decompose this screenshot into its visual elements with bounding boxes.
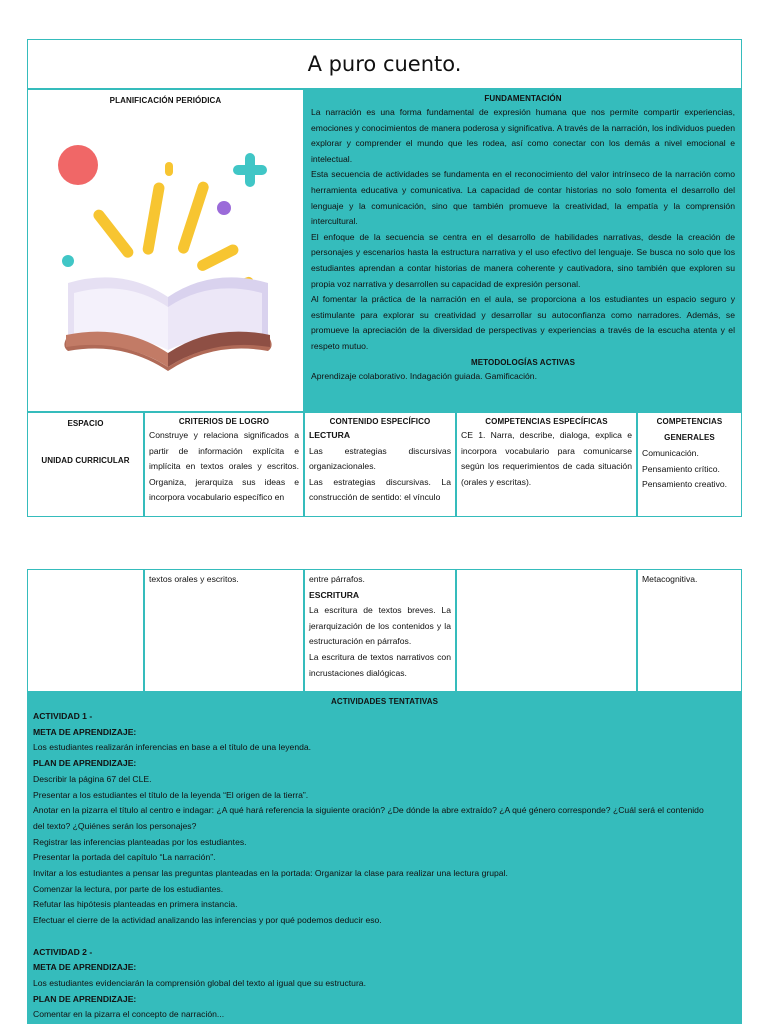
document-title [27, 39, 742, 89]
criterios-header: CRITERIOS DE LOGRO [178, 417, 270, 426]
plan-label: PLAN DE APRENDIZAJE: [33, 758, 137, 769]
plan-step: Presentar a los estudiantes el título de la leyenda “El origen de la tierra”. [33, 789, 309, 800]
lectura-text-1: Las estrategias discursivas organizacionales. [309, 445, 451, 472]
competencias-generales-cell [637, 412, 742, 517]
plan-step: del texto? ¿Quiénes serán los personajes? [33, 820, 197, 831]
open-book-icon [38, 135, 298, 375]
actividades-section [27, 692, 742, 1024]
competencia-item: Metacognitiva. [642, 574, 698, 584]
lectura-text-2: Las estrategias discursivas. La construcción de sentido: el vínculo [309, 476, 451, 503]
actividad-2-title: ACTIVIDAD 2 - [33, 946, 93, 957]
fundamentacion-paragraph: Esta secuencia de actividades se fundamenta en el reconocimiento del valor intrínseco de la narración como herramienta educativa y comunicativa. La capacidad de contar historias no solo fomenta el desarrollo del lenguaje y la comunicación, sino que también promueve la creatividad, la empatía y la comprensión intercultural. [311, 169, 735, 227]
criterios-cell [144, 412, 304, 517]
actividad-1-meta: Los estudiantes realizarán inferencias en base a el título de una leyenda. [33, 742, 312, 753]
espacio-cell [27, 412, 144, 517]
espacio-cont-cell [27, 569, 144, 692]
espacio-header: ESPACIO [67, 419, 104, 428]
plan-step: Comenzar la lectura, por parte de los estudiantes. [33, 883, 224, 894]
metodologias-text: Aprendizaje colaborativo. Indagación guiada. Gamificación. [311, 370, 537, 381]
escritura-text-2: La escritura de textos narrativos con incrustaciones dialógicas. [309, 651, 451, 678]
competencias-especificas-text: CE 1. Narra, describe, dialoga, explica e incorpora vocabulario para comunicarse según los requerimientos de cada situación (orales y escritas). [461, 430, 632, 487]
fundamentacion-header: FUNDAMENTACIÓN [484, 94, 562, 103]
competencia-item: Comunicación. [642, 448, 699, 458]
plan-label: PLAN DE APRENDIZAJE: [33, 993, 137, 1004]
actividad-2-meta: Los estudiantes evidenciarán la comprensión global del texto al igual que su estructura. [33, 977, 366, 988]
escritura-header: ESCRITURA [309, 589, 360, 600]
plan-step: Describir la página 67 del CLE. [33, 773, 152, 784]
fundamentacion-paragraph: La narración es una forma fundamental de expresión humana que nos permite compartir experiencias, emociones y conocimientos de manera poderosa y significativa. A través de la narración, los individuos pueden explorar y comprender el mundo que les rodea, así como conectar con los demás a nivel emocional e intelectual. [311, 107, 735, 164]
meta-label: META DE APRENDIZAJE: [33, 962, 137, 973]
plan-step: Anotar en la pizarra el título al centro e indagar: ¿A qué hará referencia la siguiente oración? ¿De dónde la abre extraído? ¿A qué género corresponde? ¿Cuál será el contenido [33, 805, 704, 816]
contenido-cell [304, 412, 456, 517]
escritura-text-1: La escritura de textos breves. La jerarquización de los contenidos y la estructuración en párrafos. [309, 605, 451, 647]
contenido-cont-cell [304, 569, 456, 692]
document-title-text: A puro cuento. [307, 52, 462, 76]
fundamentacion-body [311, 105, 735, 355]
contenido-header: CONTENIDO ESPECÍFICO [329, 417, 431, 426]
fundamentacion-paragraph: El enfoque de la secuencia se centra en el desarrollo de habilidades narrativas, desde la creación de personajes y escenarios hasta la estructura narrativa y el uso efectivo del lenguaje. Se busca no solo que los estudiantes aprendan a contar historias de manera coherente y cautivadora, sino también que exploren su propia voz narrativa y desarrollen su capacidad de expresión personal. [311, 231, 735, 289]
competencias-especificas-header: COMPETENCIAS ESPECÍFICAS [485, 417, 608, 426]
plan-step: Presentar la portada del capítulo “La narración”. [33, 852, 216, 863]
spacer [33, 929, 736, 945]
plan-step: Registrar las inferencias planteadas por los estudiantes. [33, 836, 247, 847]
competencias-generales-header: COMPETENCIAS [656, 417, 723, 426]
competencia-item: Pensamiento crítico. [642, 463, 720, 474]
plan-step: Efectuar el cierre de la actividad analizando las inferencias y por qué podemos deducir eso. [33, 915, 382, 926]
competencias-especificas-cell [456, 412, 637, 517]
competencia-item: Pensamiento creativo. [642, 479, 728, 490]
fundamentacion-cell [304, 89, 742, 412]
criterios-text: Construye y relaciona significados a partir de información explícita e implícita en textos orales y escritos. Organiza, jerarquiza sus ideas e incorpora vocabulario específico en [149, 430, 299, 503]
lectura-text-cont: entre párrafos. [309, 574, 365, 584]
criterios-cont-cell [144, 569, 304, 692]
meta-label: META DE APRENDIZAJE: [33, 726, 137, 737]
criterios-text-cont: textos orales y escritos. [149, 574, 239, 584]
competencias-generales-cont-cell [637, 569, 742, 692]
plan-step: Refutar las hipótesis planteadas en primera instancia. [33, 899, 238, 910]
actividad-1-title: ACTIVIDAD 1 - [33, 711, 93, 721]
unidad-curricular-label: UNIDAD CURRICULAR [41, 456, 130, 465]
competencias-especificas-cont-cell [456, 569, 637, 692]
plan-step: Comentar en la pizarra el concepto de narración... [33, 1009, 225, 1020]
competencias-generales-header-2: GENERALES [664, 433, 715, 442]
lectura-header: LECTURA [309, 430, 351, 440]
planificacion-header: PLANIFICACIÓN PERIÓDICA [109, 96, 222, 105]
actividades-header: ACTIVIDADES TENTATIVAS [330, 697, 439, 706]
plan-step: Invitar a los estudiantes a pensar las preguntas planteadas en la portada: Organizar la clase para realizar una lectura grupal. [33, 868, 508, 879]
planificacion-cell [27, 89, 304, 412]
metodologias-header: METODOLOGÍAS ACTIVAS [470, 357, 576, 367]
fundamentacion-paragraph: Al fomentar la práctica de la narración en el aula, se proporciona a los estudiantes un espacio seguro y estimulante para explorar su creatividad y desarrollar su autoconfianza como narradores. Además, se promueve la apreciación de la diversidad de perspectivas y experiencias a través de la escucha atenta y el respeto mutuo. [311, 294, 735, 351]
